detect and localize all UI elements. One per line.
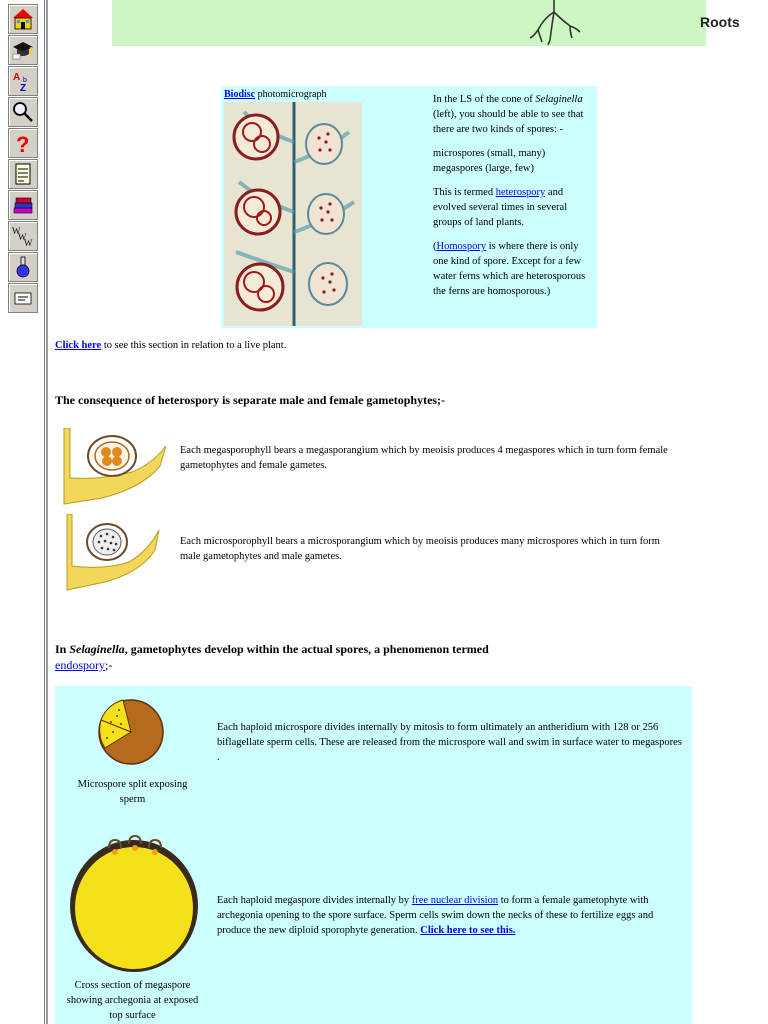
mortarboard-icon <box>11 38 35 62</box>
endospory-panel <box>55 686 692 1024</box>
megaspore-caption: Cross section of megaspore showing archegonia at exposed top surface <box>66 980 199 1021</box>
books-icon <box>11 193 35 217</box>
live-plant-link[interactable]: Click here <box>55 340 102 351</box>
homospory-link[interactable]: Homospory <box>436 241 487 252</box>
microspore-diagram <box>93 692 167 768</box>
microsporophyll-text: Each microsporophyll bears a microsporangium which by meoisis produces many microspores which in turn form male gametophytes and male gametes. <box>180 536 660 562</box>
endospory-heading: In Selaginella, gametophytes develop within the actual spores, a phenomenon termed endospory;- <box>55 642 489 672</box>
megaspore-diagram <box>67 834 201 976</box>
magnifier-icon <box>11 100 35 124</box>
free-nuclear-division-link[interactable]: free nuclear division <box>411 895 499 906</box>
photomicrograph-panel <box>221 86 597 328</box>
navigation-toolbar <box>0 0 45 1024</box>
megasporophyll-text: Each megasporophyll bears a megasporangium which by meoisis produces 4 megaspores which in turn form female gametophytes and female gametes. <box>180 445 668 471</box>
notepad-icon <box>11 162 35 186</box>
message-button[interactable] <box>8 283 38 313</box>
svg-text:Z: Z <box>20 83 27 93</box>
banner-title: Roots <box>700 14 740 30</box>
live-plant-line: Click here to see this section in relation to a live plant. <box>55 340 287 351</box>
microsporophyll-diagram <box>65 514 161 592</box>
endospory-link[interactable]: endospory <box>55 658 105 672</box>
envelope-icon <box>11 286 35 310</box>
roots-icon <box>524 0 584 46</box>
a-to-z-icon <box>11 69 35 93</box>
books-button[interactable] <box>8 190 38 220</box>
megasporophyll-diagram <box>62 428 168 506</box>
svg-text:A: A <box>13 72 21 83</box>
section-banner <box>112 0 740 46</box>
biodisc-link[interactable]: Biodisc <box>224 89 256 100</box>
home-icon <box>11 7 35 31</box>
svg-text:?: ? <box>16 132 30 155</box>
microspore-text: Each haploid microspore divides internally by mitosis to form ultimately an antheridium with 128 or 256 biflagellate sperm cells. These are released from the microspore wall and swim in surface water to megaspores . <box>217 722 682 763</box>
photo-caption: Biodisc photomicrograph <box>224 89 327 100</box>
microspore-caption: Microspore split exposing sperm <box>77 779 188 805</box>
question-mark-icon <box>11 131 35 155</box>
help-button[interactable] <box>8 128 38 158</box>
notes-button[interactable] <box>8 159 38 189</box>
svg-text:b: b <box>23 77 27 84</box>
svg-text:W: W <box>18 232 27 242</box>
see-this-link[interactable]: Click here to see this. <box>420 925 516 936</box>
heterospory-link[interactable]: heterospory <box>495 187 546 198</box>
flask-icon <box>11 255 35 279</box>
web-button[interactable] <box>8 221 38 251</box>
home-button[interactable] <box>8 4 38 34</box>
cone-photomicrograph <box>224 102 362 326</box>
lab-button[interactable] <box>8 252 38 282</box>
heterospory-heading: The consequence of heterospory is separate male and female gametophytes;- <box>55 393 446 407</box>
search-button[interactable] <box>8 97 38 127</box>
graduation-button[interactable] <box>8 35 38 65</box>
www-icon <box>11 224 35 248</box>
spore-description: In the LS of the cone of Selaginella (left), you should be able to see that there are two kinds of spores: - microspores (small, many) megaspores (large, few) This is termed heterospory and evolved several times in several groups of land plants. (Homospory is where there is only one kind of spore. Except for a few water ferns which are heterosporous the ferns are homosporous.) <box>433 94 586 297</box>
index-button[interactable] <box>8 66 38 96</box>
svg-text:W: W <box>24 238 33 248</box>
svg-text:W: W <box>12 226 21 236</box>
megaspore-text: Each haploid megaspore divides internally by free nuclear division to form a female gametophyte with archegonia opening to the spore surface. Sperm cells swim down the necks of these to fertilize eggs and produce the new diploid sporophyte generation. Click here to see this. <box>217 895 654 936</box>
